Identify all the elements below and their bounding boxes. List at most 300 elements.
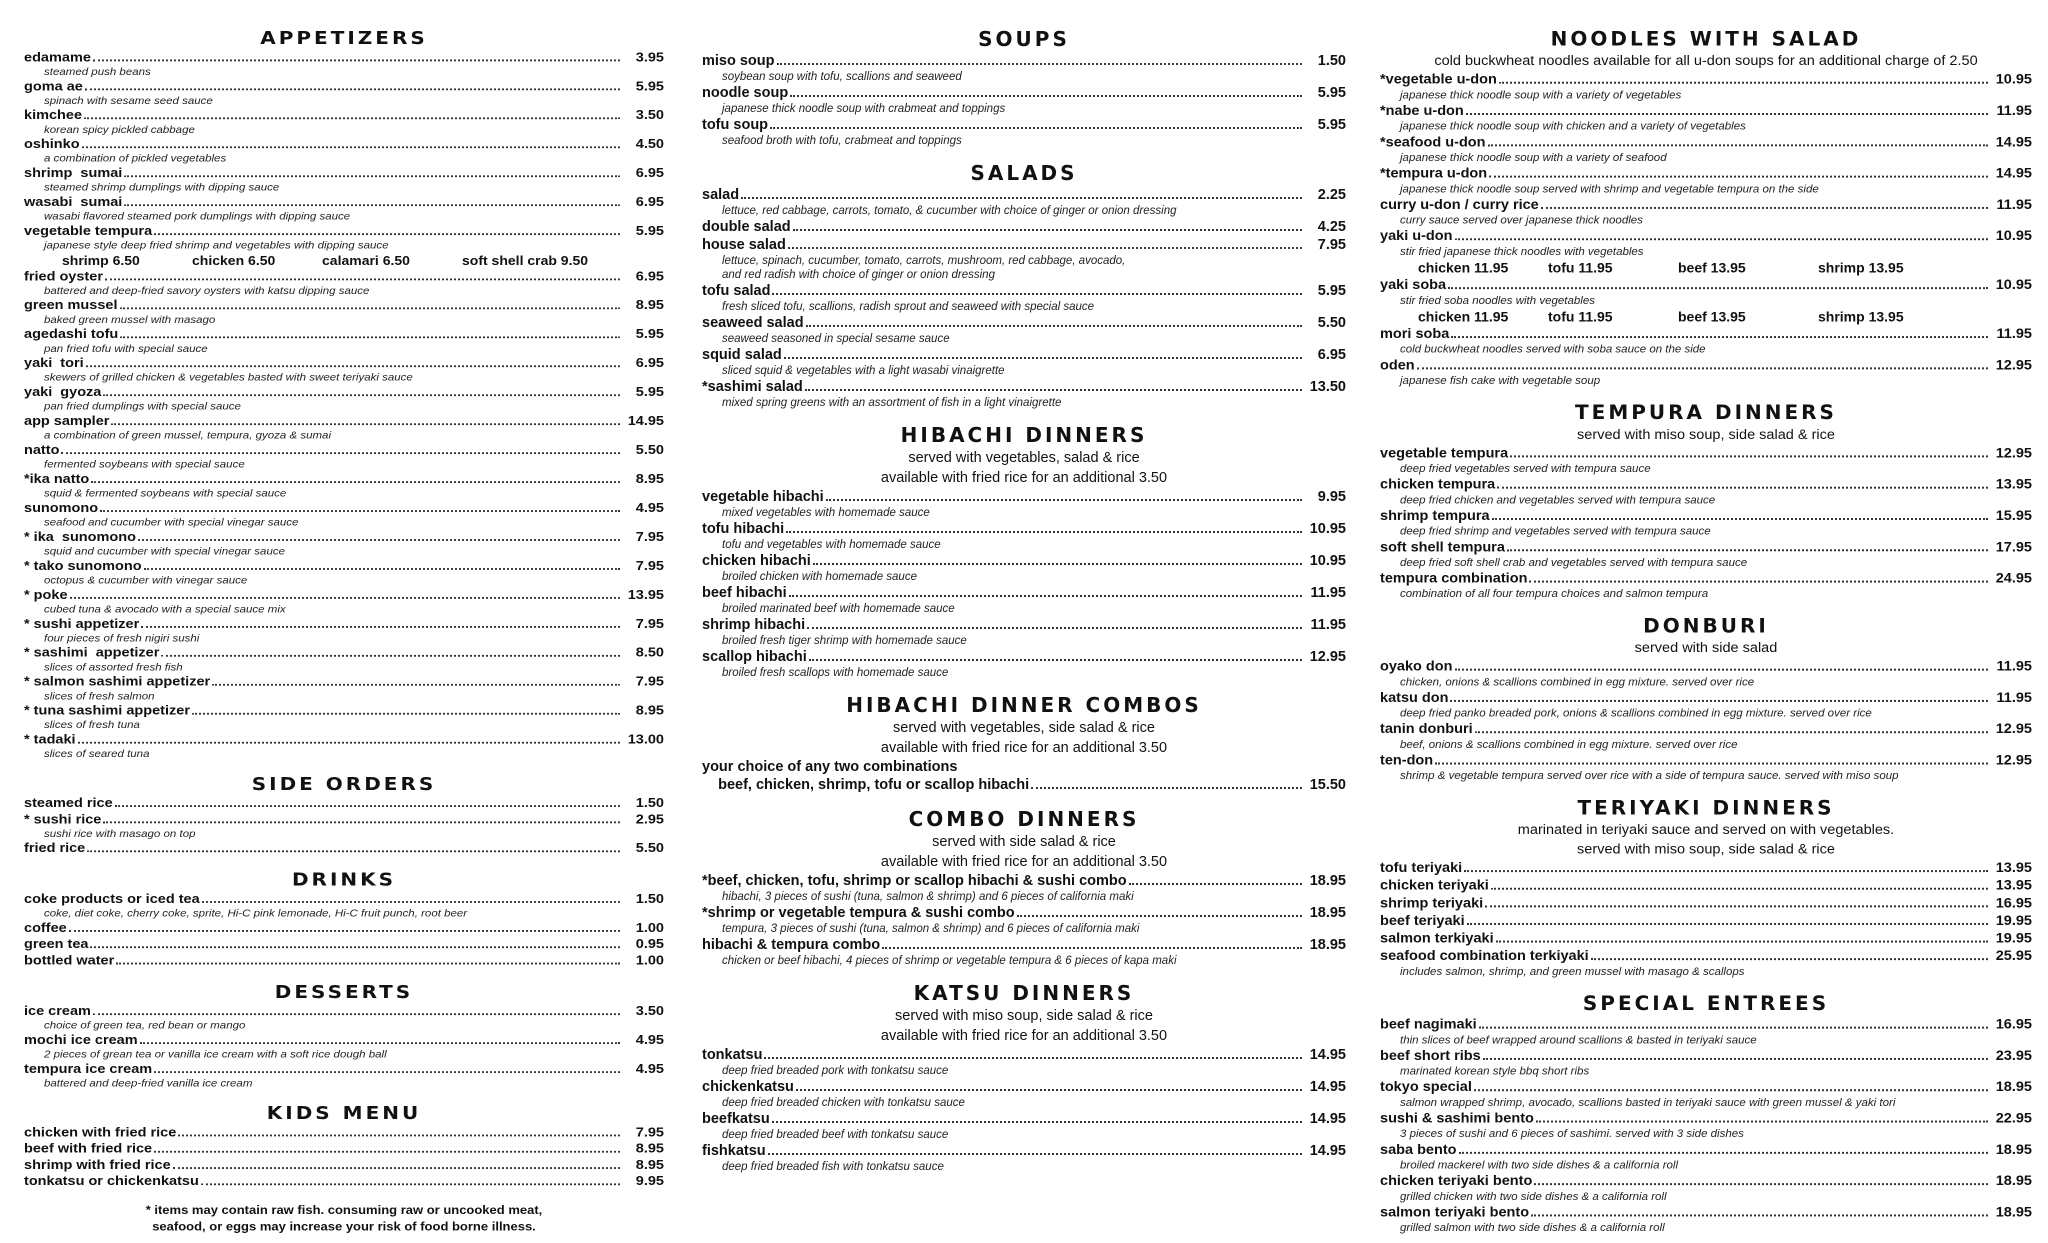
dot-leader (1531, 1214, 1988, 1216)
section-title-tempura-dinners: TEMPURA DINNERS (1575, 400, 1837, 425)
dot-leader (1483, 1058, 1988, 1060)
dot-leader (103, 394, 620, 396)
dot-leader (1448, 287, 1988, 289)
item-name: shrimp tempura (1380, 508, 1490, 524)
section-note: cold buckwheat noodles available for all u-don soups for an additional charge of 2.50 (1434, 53, 1978, 70)
menu-item-green-mussel (24, 297, 664, 313)
menu-item-beef-with-fried-rice (24, 1141, 664, 1157)
menu-item-salmon-sashimi-appetizer (24, 674, 664, 690)
item-description: battered and deep-fried vanilla ice cream (44, 1078, 253, 1090)
menu-item-steamed-rice (24, 795, 664, 811)
menu-item-tempura-u-don (1380, 165, 2032, 183)
menu-item-double-salad (702, 218, 1346, 236)
item-name: salmon teriyaki bento (1380, 1204, 1530, 1221)
menu-item-shrimp-hibachi (702, 616, 1346, 634)
price-option: beef 13.95 (1678, 308, 1746, 325)
item-name: *sashimi salad (702, 379, 803, 395)
dot-leader (813, 563, 1302, 565)
item-description: fresh sliced tofu, scallions, radish sprout and seaweed with special sauce (722, 301, 1095, 313)
menu-item-vegetable-u-don (1380, 71, 2032, 89)
item-price: 5.95 (635, 224, 664, 239)
dot-leader (796, 1089, 1302, 1091)
item-price: 23.95 (1995, 1048, 2032, 1064)
item-name: yaki soba (1380, 277, 1447, 294)
item-name: tofu soup (702, 117, 769, 133)
section-note: served with vegetables, side salad & rice (893, 720, 1155, 736)
dot-leader (78, 742, 620, 744)
menu-item-shrimp-sumai (24, 165, 664, 181)
menu-item-nabe-u-don (1380, 102, 2032, 120)
menu-item-edamame (24, 50, 664, 66)
dot-leader (768, 1153, 1302, 1155)
dot-leader (87, 850, 620, 852)
item-description: spinach with sesame seed sauce (44, 95, 213, 107)
item-description: deep fried breaded beef with tonkatsu sauce (722, 1129, 949, 1141)
dot-leader (786, 531, 1302, 533)
item-description: soybean soup with tofu, scallions and seaweed (722, 71, 962, 83)
item-price: 25.95 (1995, 948, 2032, 965)
menu-item-agedashi-tofu (24, 326, 664, 342)
item-price: 18.95 (1309, 937, 1346, 953)
item-price: 10.95 (1309, 521, 1346, 537)
menu-item-tempura-ice-cream (24, 1061, 664, 1077)
menu-item-tako-sunomono (24, 558, 664, 574)
item-name: * tadaki (24, 732, 76, 748)
item-description: hibachi, 3 pieces of sushi (tuna, salmon & shrimp) and 6 pieces of california maki (722, 891, 1134, 903)
item-price: 19.95 (1995, 930, 2032, 947)
dot-leader (1474, 1089, 1988, 1091)
item-description: japanese style deep fried shrimp and vegetables with dipping sauce (44, 240, 389, 252)
item-name: beef short ribs (1380, 1048, 1481, 1064)
menu-item-seaweed-salad (702, 314, 1346, 332)
item-description: deep fried vegetables served with tempura sauce (1400, 463, 1651, 475)
section-note: marinated in teriyaki sauce and served on with vegetables. (1517, 822, 1895, 838)
item-description: slices of fresh tuna (44, 720, 140, 731)
menu-item-oden (1380, 357, 2032, 375)
item-price: 24.95 (1995, 570, 2032, 587)
item-name: ice cream (24, 1004, 91, 1019)
item-price: 1.00 (635, 920, 664, 936)
item-description: japanese thick noodle soup with chicken and a variety of vegetables (1400, 120, 1746, 133)
item-name: tonkatsu or chickenkatsu (24, 1174, 199, 1189)
item-description: deep fried panko breaded pork, onions & scallions combined in egg mixture. served over rice (1400, 707, 1872, 720)
item-price: 5.95 (635, 79, 664, 94)
dot-leader (120, 307, 621, 309)
item-price: 1.50 (635, 796, 664, 811)
dot-leader (772, 1121, 1302, 1123)
dot-leader (1417, 367, 1988, 369)
section-title-kids-menu: KIDS MENU (266, 1101, 422, 1124)
item-price: 8.95 (635, 472, 664, 487)
item-description: cubed tuna & avocado with a special sauce mix (44, 604, 286, 616)
item-description: mixed vegetables with homemade sauce (722, 507, 930, 519)
item-price: 3.50 (635, 1004, 664, 1019)
item-name: * sushi rice (24, 812, 102, 827)
section-title-donburi: DONBURI (1643, 613, 1769, 638)
item-description: 2 pieces of grean tea or vanilla ice cream with a soft rice dough ball (44, 1049, 387, 1061)
item-price: 7.95 (635, 674, 664, 690)
item-price: 11.95 (1310, 617, 1346, 633)
item-name: chicken teriyaki (1380, 877, 1489, 894)
price-option: shrimp 13.95 (1818, 259, 1904, 276)
item-price: 11.95 (1996, 103, 2032, 119)
dot-leader (1129, 883, 1302, 885)
menu-item-beef-nagimaki (1380, 1016, 2032, 1034)
dot-leader (1435, 763, 1988, 765)
item-description: slices of fresh salmon (44, 691, 155, 702)
item-description: four pieces of fresh nigiri sushi (44, 633, 200, 645)
dot-leader (1591, 958, 1988, 960)
item-price: 12.95 (1995, 721, 2032, 738)
menu-item-green-tea (24, 936, 664, 952)
item-price: 14.95 (1309, 1143, 1346, 1159)
item-name: oyako don (1380, 658, 1453, 675)
dot-leader (192, 713, 620, 715)
dot-leader (741, 197, 1302, 199)
menu-item-chicken-teriyaki (1380, 877, 2032, 895)
item-description: octopus & cucumber with vinegar sauce (44, 575, 248, 587)
dot-leader (154, 1151, 620, 1153)
item-name: *tempura u-don (1380, 165, 1488, 182)
dot-leader (790, 95, 1302, 97)
dot-leader (82, 146, 620, 148)
menu-item-seafood-combination-terkiyaki (1380, 947, 2032, 965)
dot-leader (1534, 1183, 1988, 1185)
item-name: oshinko (24, 137, 80, 152)
item-name: beefkatsu (702, 1111, 770, 1127)
dot-leader (1541, 207, 1988, 209)
item-name: coffee (24, 920, 67, 936)
item-name: edamame (24, 50, 91, 65)
section-title-salads: SALADS (970, 161, 1078, 185)
menu-item-hibachi-tempura-combo (702, 936, 1346, 954)
price-option: shrimp 6.50 (62, 253, 140, 268)
item-price: 3.95 (635, 50, 664, 65)
item-description: combination of all four tempura choices and salmon tempura (1400, 588, 1709, 601)
dot-leader (138, 539, 620, 541)
item-price: 10.95 (1309, 553, 1346, 569)
item-description: 3 pieces of sushi and 6 pieces of sashimi. served with 3 side dishes (1400, 1128, 1744, 1141)
item-name: chicken hibachi (702, 553, 811, 569)
item-description: broiled mackerel with two side dishes & a california roll (1400, 1159, 1679, 1172)
item-name: house salad (702, 237, 786, 253)
item-description: seafood broth with tofu, crabmeat and toppings (722, 135, 962, 147)
dot-leader (1485, 905, 1988, 907)
menu-item-tadaki (24, 732, 664, 748)
dot-leader (115, 805, 620, 807)
menu-item-salmon-terkiyaki (1380, 930, 2032, 948)
price-option: beef 13.95 (1678, 259, 1746, 276)
dot-leader (140, 1042, 620, 1044)
item-price: 5.50 (635, 841, 664, 856)
item-price: 12.95 (1309, 649, 1346, 665)
item-description: pan fried dumplings with special sauce (44, 401, 241, 413)
menu-item-tanin-donburi (1380, 720, 2032, 738)
item-name: mochi ice cream (24, 1033, 138, 1048)
dot-leader (70, 597, 620, 599)
item-description: japanese thick noodle soup with a variety of seafood (1400, 152, 1667, 164)
menu-item-yaki-tori (24, 355, 664, 371)
item-description: beef, onions & scallions combined in egg mixture. served over rice (1400, 739, 1738, 751)
dot-leader (1510, 455, 1988, 457)
item-description: marinated korean style bbq short ribs (1400, 1065, 1590, 1078)
footnote-line: seafood, or eggs may increase your risk of food borne illness. (152, 1219, 536, 1234)
item-price: 13.95 (1995, 877, 2032, 894)
menu-item-oyako-don (1380, 658, 2032, 676)
item-name: yaki u-don (1380, 228, 1453, 245)
item-price: 4.25 (1317, 219, 1346, 235)
section-note: available with fried rice for an additional 3.50 (880, 740, 1168, 756)
item-name: * tako sunomono (24, 559, 142, 574)
menu-item-yaki-u-don (1380, 228, 2032, 246)
item-name: beef hibachi (702, 585, 787, 601)
item-price: 14.95 (1309, 1111, 1346, 1127)
menu-item-beef-hibachi (702, 584, 1346, 602)
section-note: available with fried rice for an additional 3.50 (880, 854, 1168, 870)
menu-item-scallop-hibachi (702, 648, 1346, 666)
item-name: tofu teriyaki (1380, 860, 1463, 877)
item-description: cold buckwheat noodles served with soba sauce on the side (1400, 343, 1706, 356)
item-price: 4.95 (635, 1033, 664, 1048)
item-price: 17.95 (1995, 539, 2032, 556)
menu-item-noodle-soup (702, 84, 1346, 102)
item-price: 5.95 (635, 327, 664, 342)
item-name: tanin donburi (1380, 721, 1473, 738)
menu-item-salad (702, 186, 1346, 204)
menu-item-tonkatsu (702, 1046, 1346, 1064)
item-name: fishkatsu (702, 1143, 766, 1159)
dot-leader (764, 1057, 1302, 1059)
item-description: korean spicy pickled cabbage (44, 124, 195, 136)
price-option: calamari 6.50 (322, 253, 410, 268)
section-note: served with side salad & rice (932, 834, 1116, 850)
item-name: steamed rice (24, 796, 113, 811)
item-name: yaki tori (24, 356, 84, 371)
item-price: 1.50 (635, 892, 664, 907)
item-description: sushi rice with masago on top (44, 828, 196, 840)
item-description: baked green mussel with masago (44, 314, 216, 326)
item-price: 5.95 (1317, 85, 1346, 101)
item-price: 11.95 (1996, 197, 2032, 213)
dot-leader (111, 423, 620, 425)
item-price: 8.95 (635, 703, 664, 719)
menu-item-bottled-water (24, 953, 664, 969)
menu-item-katsu-don (1380, 689, 2032, 707)
item-name: chicken tempura (1380, 476, 1496, 493)
menu-item-shrimp-with-fried-rice (24, 1157, 664, 1173)
menu-item-tofu-salad (702, 282, 1346, 300)
item-description: battered and deep-fried savory oysters with katsu dipping sauce (44, 285, 370, 297)
item-price: 6.95 (635, 195, 664, 210)
item-price: 14.95 (1309, 1079, 1346, 1095)
item-name: * tuna sashimi appetizer (24, 703, 190, 719)
item-name: * poke (24, 587, 68, 603)
menu-item-chicken-hibachi (702, 552, 1346, 570)
item-price: 8.95 (635, 1158, 664, 1173)
item-description: lettuce, spinach, cucumber, tomato, carrots, mushroom, red cabbage, avocado, (722, 255, 1126, 267)
dot-leader (1467, 923, 1988, 925)
item-name: sushi & sashimi bento (1380, 1110, 1534, 1127)
item-description: squid and cucumber with special vinegar sauce (44, 546, 285, 558)
price-option: chicken 11.95 (1418, 308, 1509, 325)
item-name: *vegetable u-don (1380, 71, 1497, 88)
item-name: vegetable tempura (24, 224, 153, 239)
dot-leader (93, 59, 620, 61)
price-option: tofu 11.95 (1548, 259, 1613, 276)
item-name: chicken teriyaki bento (1380, 1173, 1533, 1190)
menu-item-curry-u-don-curry-rice (1380, 196, 2032, 214)
dot-leader (144, 568, 620, 570)
dot-leader (809, 659, 1302, 661)
dot-leader (1489, 176, 1988, 178)
dot-leader (124, 175, 620, 177)
price-options (24, 252, 664, 268)
item-description: choice of green tea, red bean or mango (44, 1020, 246, 1032)
dot-leader (173, 1167, 620, 1169)
item-price: 14.95 (1995, 134, 2032, 151)
item-description: curry sauce served over japanese thick noodles (1400, 214, 1643, 227)
menu-item-chickenkatsu (702, 1078, 1346, 1096)
section-note: served with miso soup, side salad & rice (1577, 427, 1835, 443)
item-description: seaweed seasoned in special sesame sauce (722, 333, 950, 345)
item-name: *seafood u-don (1380, 134, 1486, 151)
item-name: tempura combination (1380, 570, 1528, 587)
menu-item-vegetable-tempura (1380, 445, 2032, 463)
item-description: fermented soybeans with special sauce (44, 459, 245, 471)
dot-leader (1455, 238, 1988, 240)
item-price: 0.95 (635, 937, 664, 952)
item-description: grilled chicken with two side dishes & a california roll (1400, 1190, 1667, 1203)
item-price: 18.95 (1309, 873, 1346, 889)
item-name: vegetable hibachi (702, 489, 824, 505)
item-description: deep fried soft shell crab and vegetables served with tempura sauce (1400, 557, 1748, 569)
item-price: 8.95 (635, 1141, 664, 1157)
section-note: served with miso soup, side salad & rice (895, 1008, 1153, 1024)
item-price: 11.95 (1310, 585, 1346, 601)
item-name: seafood combination terkiyaki (1380, 948, 1589, 965)
menu-item-sushi-rice (24, 811, 664, 827)
item-description: pan fried tofu with special sauce (44, 343, 208, 355)
item-name: double salad (702, 219, 791, 235)
dot-leader (120, 336, 620, 338)
menu-item-tempura-combination (1380, 570, 2032, 588)
item-description: seafood and cucumber with special vinegar sauce (44, 517, 299, 529)
dot-leader (1492, 518, 1988, 520)
item-price: 12.95 (1995, 752, 2032, 769)
item-name: beef nagimaki (1380, 1016, 1477, 1033)
dot-leader (61, 452, 620, 454)
item-price: 18.95 (1309, 905, 1346, 921)
dot-leader (770, 127, 1302, 129)
item-name: yaki gyoza (24, 385, 102, 400)
item-price: 14.95 (1995, 165, 2032, 182)
item-description: japanese thick noodle soup with crabmeat and toppings (722, 103, 1006, 115)
item-price: 12.95 (1995, 445, 2032, 462)
item-description: broiled chicken with homemade sauce (722, 571, 917, 583)
menu-item-ice-cream (24, 1003, 664, 1019)
section-title-combo-dinners: COMBO DINNERS (908, 807, 1140, 831)
item-description: a combination of pickled vegetables (44, 153, 227, 165)
item-name: chickenkatsu (702, 1079, 794, 1095)
item-name: * sushi appetizer (24, 616, 140, 632)
item-name: fried rice (24, 841, 86, 856)
footnote-line: * items may contain raw fish. consuming raw or uncooked meat, (145, 1203, 543, 1217)
menu-item-chicken-with-fried-rice (24, 1125, 664, 1141)
section-title-appetizers: APPETIZERS (260, 26, 428, 49)
item-price: 18.95 (1995, 1079, 2032, 1096)
menu-item-sashimi-salad (702, 378, 1346, 396)
item-description: a combination of green mussel, tempura, gyoza & sumai (44, 430, 332, 442)
item-price: 13.95 (1995, 476, 2032, 493)
menu-item-tuna-sashimi-appetizer (24, 703, 664, 719)
menu-item-yaki-soba (1380, 276, 2032, 294)
item-name: tofu salad (702, 283, 771, 299)
menu-item-coke-products-or-iced-tea (24, 891, 664, 907)
item-name: fried oyster (24, 269, 103, 284)
menu-item-goma-ae (24, 78, 664, 94)
dot-leader (69, 930, 620, 932)
item-description: japanese fish cake with vegetable soup (1400, 375, 1601, 387)
item-price: 5.50 (1317, 315, 1346, 331)
item-name: sunomono (24, 501, 99, 516)
menu-item-kimchee (24, 107, 664, 123)
item-price: 1.50 (1317, 53, 1346, 69)
section-title-desserts: DESSERTS (274, 980, 414, 1003)
section-title-side-orders: SIDE ORDERS (251, 772, 437, 795)
menu-item-vegetable-hibachi (702, 488, 1346, 506)
item-description: stir fried soba noodles with vegetables (1400, 294, 1595, 307)
item-description: skewers of grilled chicken & vegetables basted with sweet teriyaki sauce (44, 372, 413, 384)
menu-item-vegetable-tempura (24, 223, 664, 239)
item-name: beef teriyaki (1380, 913, 1465, 929)
menu-item-ika-sunomono (24, 529, 664, 545)
item-name: beef, chicken, shrimp, tofu or scallop hibachi (702, 777, 1030, 793)
item-price: 4.50 (635, 137, 664, 152)
item-price: 2.25 (1317, 187, 1346, 203)
item-name: app sampler (24, 414, 110, 429)
item-description: wasabi flavored steamed pork dumplings with dipping sauce (44, 211, 351, 223)
menu-item-soft-shell-tempura (1380, 539, 2032, 557)
dot-leader (154, 1071, 620, 1073)
item-price: 6.95 (1317, 347, 1346, 363)
section-note: served with vegetables, salad & rice (908, 450, 1140, 466)
item-price: 19.95 (1995, 913, 2032, 929)
menu-item-house-salad (702, 236, 1346, 254)
dot-leader (1455, 669, 1988, 671)
footnote (24, 1202, 664, 1235)
item-price: 18.95 (1995, 1142, 2032, 1158)
menu-item-fried-oyster (24, 269, 664, 285)
menu-item-ika-natto (24, 471, 664, 487)
menu-item-beef-chicken-tofu-shrimp-or-scallop-hibachi-sushi-combo (702, 872, 1346, 890)
item-price: 10.95 (1995, 71, 2032, 88)
item-price: 7.95 (1317, 237, 1346, 253)
item-price: 14.95 (627, 414, 664, 429)
item-price: 13.00 (627, 732, 664, 748)
section-note: available with fried rice for an additional 3.50 (880, 1028, 1168, 1044)
item-price: 11.95 (1996, 658, 2032, 675)
dot-leader (201, 1183, 620, 1185)
item-description: steamed shrimp dumplings with dipping sauce (44, 182, 280, 194)
item-description: coke, diet coke, cherry coke, sprite, Hi-C pink lemonade, Hi-C fruit punch, root beer (44, 908, 468, 920)
item-price: 13.95 (1995, 860, 2032, 877)
menu-item-beef-short-ribs (1380, 1047, 2032, 1065)
menu-column-1 (24, 26, 664, 1235)
item-description: lettuce, red cabbage, carrots, tomato, & cucumber with choice of ginger or onion dressing (722, 205, 1177, 217)
item-description: and red radish with choice of ginger or onion dressing (722, 269, 995, 281)
item-name: seaweed salad (702, 315, 804, 331)
menu-item-sushi-appetizer (24, 616, 664, 632)
